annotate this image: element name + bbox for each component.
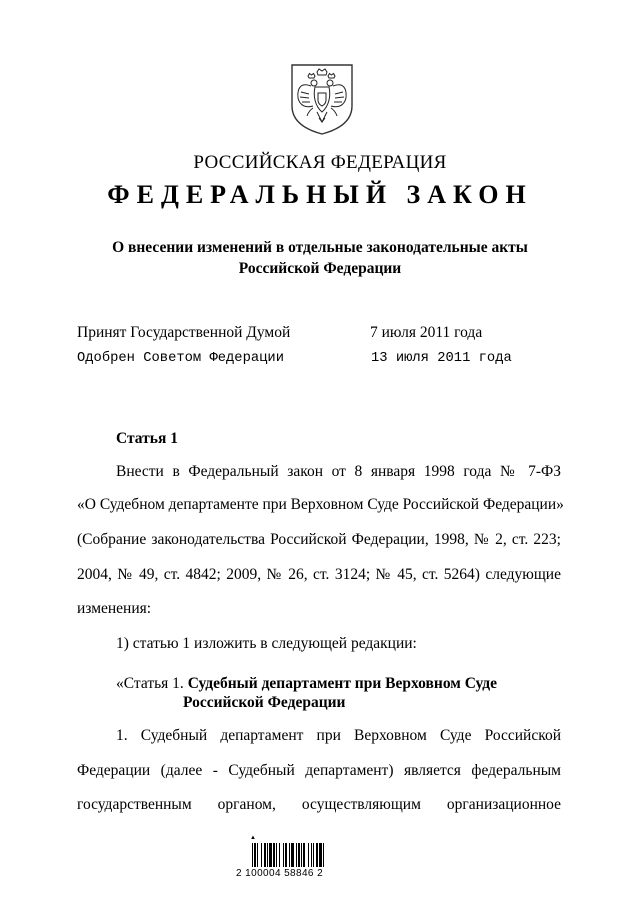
quoted-body-line-1: 1. Судебный департамент при Верховном Суде Российской xyxy=(116,727,561,744)
article-1-line-3: (Собрание законодательства Российской Федерации, 1998, № 2, ст. 223; xyxy=(77,531,561,548)
article-1-heading: Статья 1 xyxy=(116,430,178,447)
barcode-number: 2 100004 58846 2 xyxy=(236,868,324,879)
amendment-item-1: 1) статью 1 изложить в следующей редакции: xyxy=(116,635,417,652)
duma-adoption-date: 7 июля 2011 года xyxy=(370,324,483,341)
law-title xyxy=(0,237,640,279)
law-title-line-1: О внесении изменений в отдельные законодательные акты xyxy=(112,239,528,256)
duma-adoption-label: Принят Государственной Думой xyxy=(77,324,291,341)
article-1-line-2: «О Судебном департаменте при Верховном Суде Российской Федерации» xyxy=(77,496,564,513)
quoted-article-title-line-2: Российской Федерации xyxy=(183,694,346,711)
quoted-article-title-line-1: Судебный департамент при Верховном Суде xyxy=(187,675,498,692)
svg-text:▲: ▲ xyxy=(250,835,256,841)
quoted-body-line-2: Федерации (далее - Судебный департамент) является федеральным xyxy=(77,762,561,779)
quoted-body-line-3: государственным органом, осуществляющим организационное xyxy=(77,796,561,813)
article-1-line-1: Внести в Федеральный закон от 8 января 1998 года № 7-ФЗ xyxy=(116,463,561,480)
country-heading: РОССИЙСКАЯ ФЕДЕРАЦИЯ xyxy=(193,152,447,173)
coat-of-arms-emblem xyxy=(289,62,355,136)
council-approval-date: 13 июля 2011 года xyxy=(371,351,512,366)
law-type-heading: ФЕДЕРАЛЬНЫЙ ЗАКОН xyxy=(107,180,533,209)
quoted-article-heading xyxy=(116,674,497,694)
quoted-article-prefix: «Статья 1. xyxy=(116,675,184,692)
law-title-line-2: Российской Федерации xyxy=(238,260,402,277)
article-1-line-5: изменения: xyxy=(77,600,152,617)
article-1-line-4: 2004, № 49, ст. 4842; 2009, № 26, ст. 3124; № 45, ст. 5264) следующие xyxy=(77,566,561,583)
council-approval-label: Одобрен Советом Федерации xyxy=(77,351,284,366)
